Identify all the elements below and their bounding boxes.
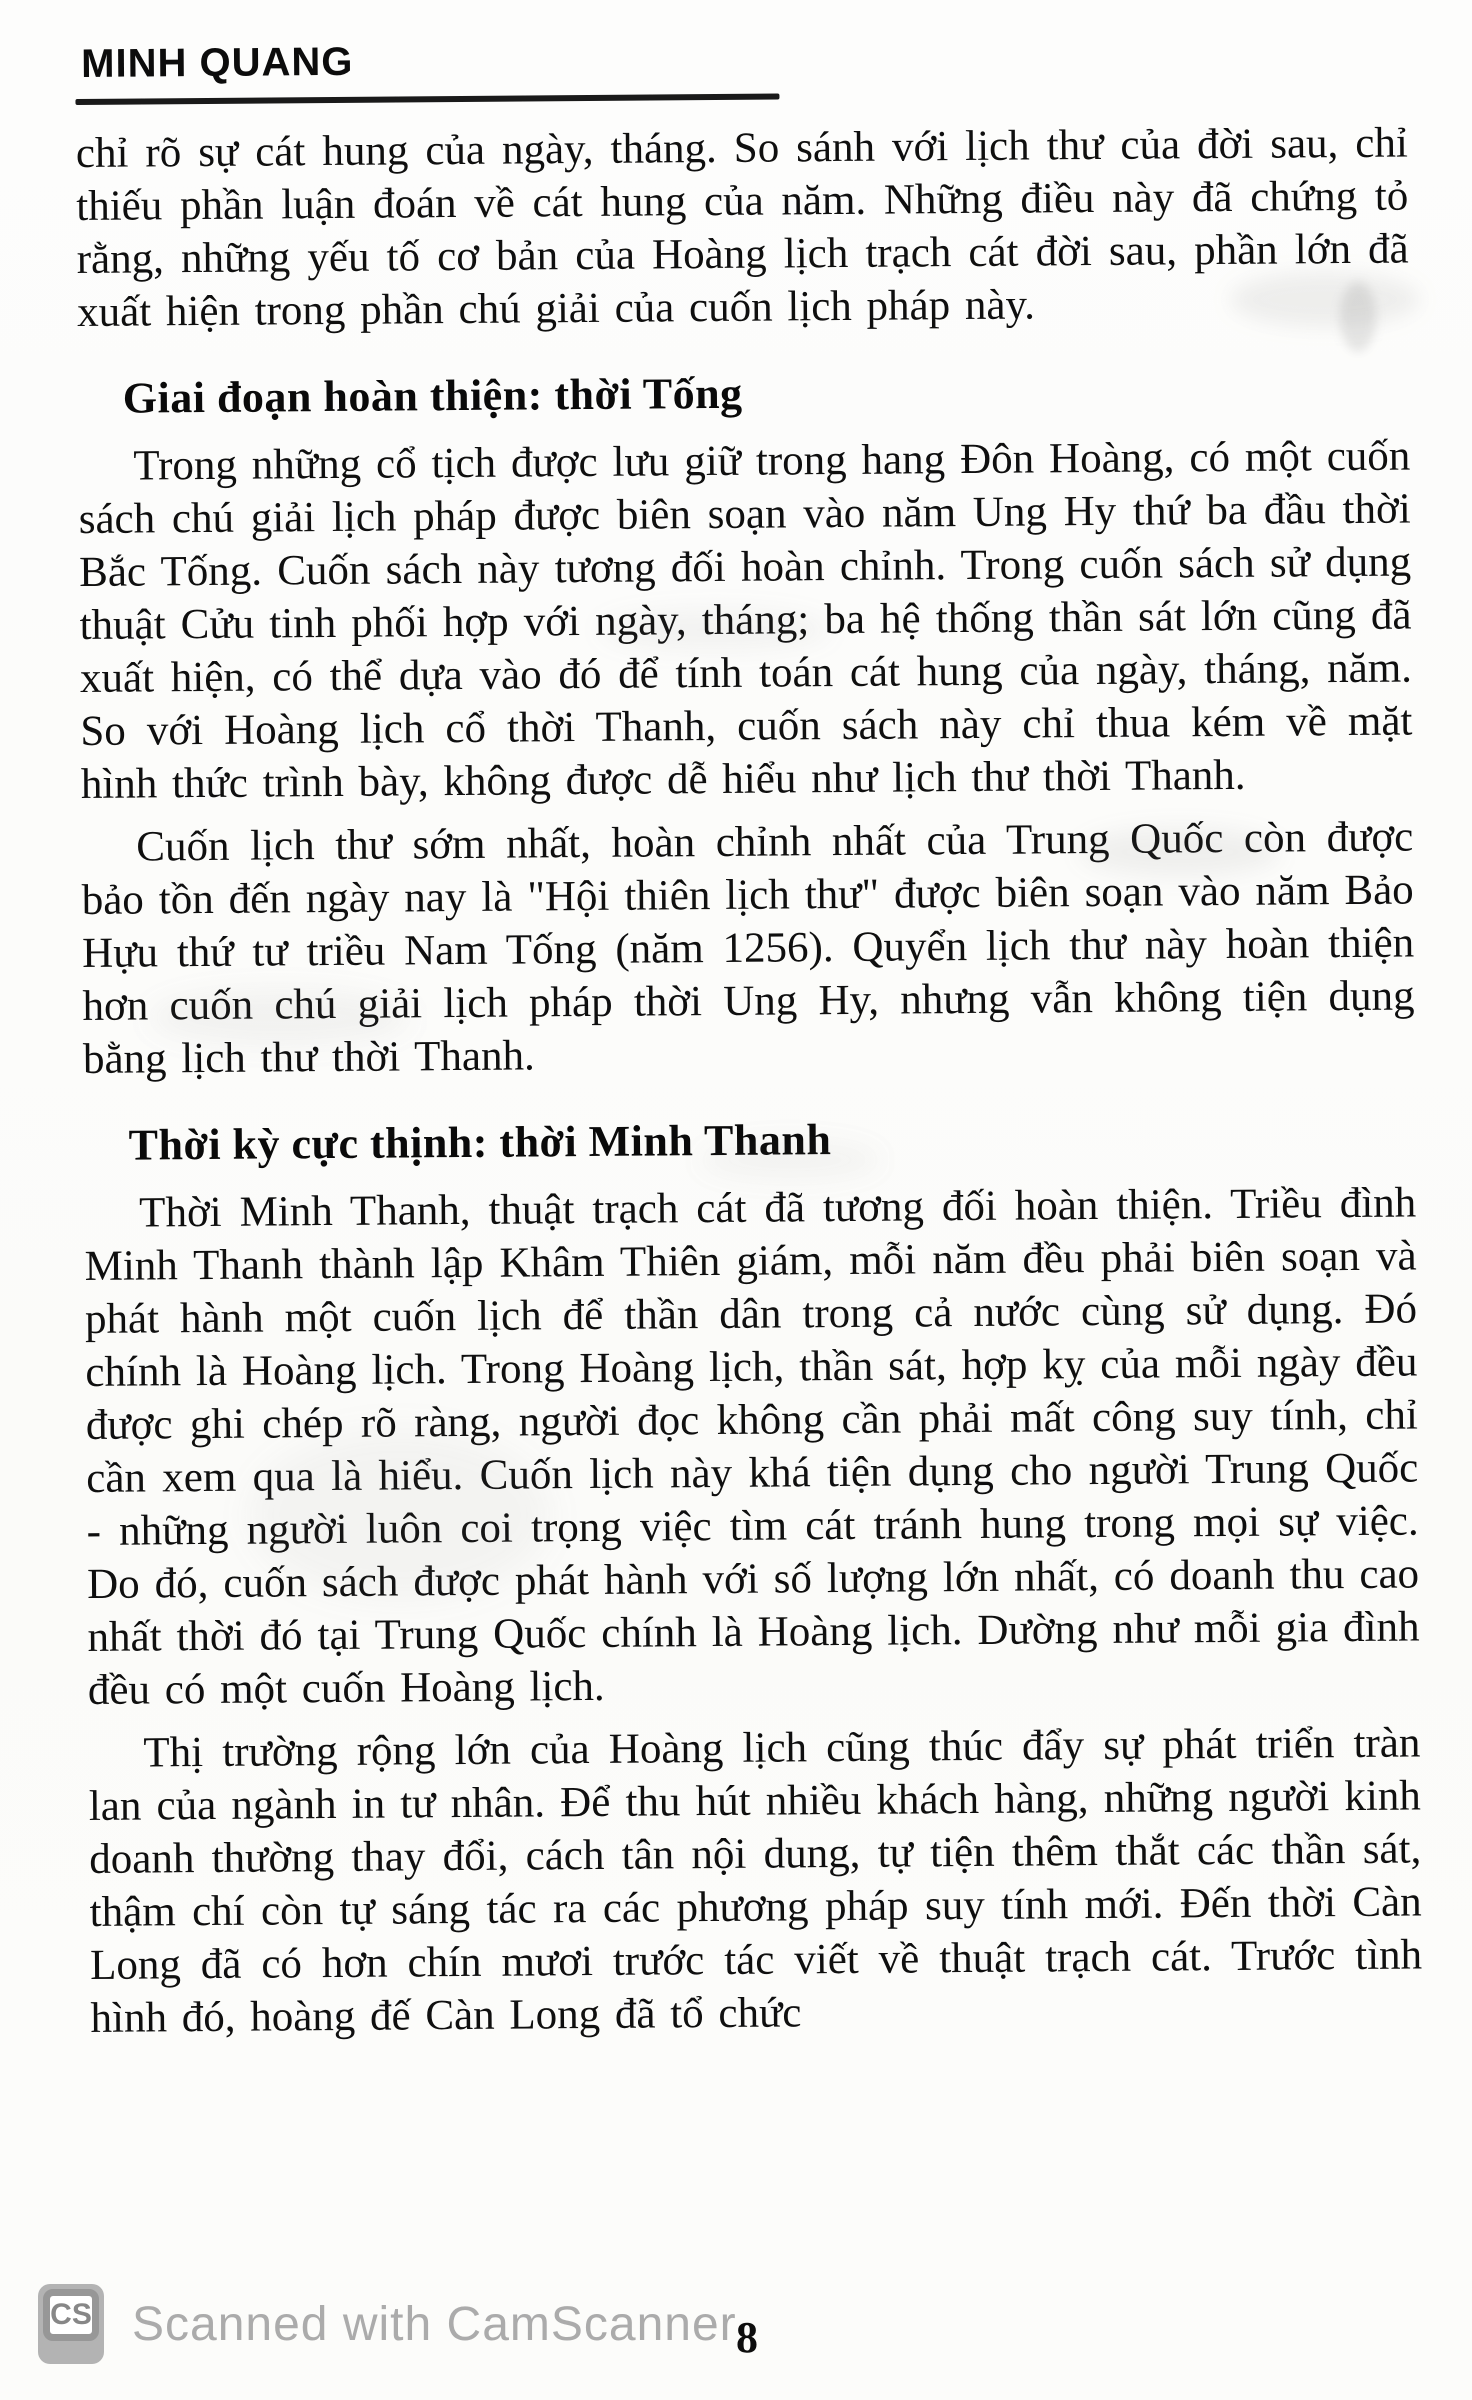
page-content — [75, 32, 1423, 2045]
paragraph: Trong những cổ tịch được lưu giữ trong hang Đôn Hoàng, có một cuốn sách chú giải lịch pháp được biên soạn vào năm Ung Hy thứ ba đầu thời Bắc Tống. Cuốn sách này tương đối hoàn chỉnh. Trong cuốn sách sử dụng thuật Cửu tinh phối hợp với ngày, tháng; ba hệ thống thần sát lớn cũng đã xuất hiện, có thể dựa vào đó để tính toán cát hung của ngày, tháng, năm. So với Hoàng lịch cổ thời Thanh, cuốn sách này chỉ thua kém về mặt hình thức trình bày, không được dễ hiểu như lịch thư thời Thanh. — [78, 432, 1413, 808]
paragraph: Cuốn lịch thư sớm nhất, hoàn chỉnh nhất của Trung Quốc còn được bảo tồn đến ngày nay là "Hội thiên lịch thư" được biên soạn vào năm Bảo Hựu thứ tư triều Nam Tống (năm 1256). Quyển lịch thư này hoàn thiện hơn cuốn chú giải lịch pháp thời Ung Hy, nhưng vẫn không tiện dụng bằng lịch thư thời Thanh. — [81, 813, 1415, 1083]
paragraph: Thời Minh Thanh, thuật trạch cát đã tương đối hoàn thiện. Triều đình Minh Thanh thành lập Khâm Thiên giám, mỗi năm đều phải biên soạn và phát hành một cuốn lịch để thần dân trong cả nước cùng sử dụng. Đó chính là Hoàng lịch. Trong Hoàng lịch, thần sát, hợp kỵ của mỗi ngày đều được ghi chép rõ ràng, người đọc không cần phải mất công suy tính, chỉ cần xem qua là hiểu. Cuốn lịch này khá tiện dụng cho người Trung Quốc - những người luôn coi trọng việc tìm cát tránh hung trong mọi sự việc. Do đó, cuốn sách được phát hành với số lượng lớn nhất, có doanh thu cao nhất thời đó tại Trung Quốc chính là Hoàng lịch. Dường như mỗi gia đình đều có một cuốn Hoàng lịch. — [84, 1179, 1420, 1714]
watermark-text: Scanned with CamScanner — [132, 2297, 737, 2351]
running-header: MINH QUANG — [80, 39, 354, 86]
page-number: 8 — [736, 2313, 758, 2362]
camscanner-watermark — [38, 2284, 737, 2364]
camscanner-logo-frame — [43, 2289, 99, 2341]
section-heading-minh-thanh: Thời kỳ cực thịnh: thời Minh Thanh — [128, 1115, 832, 1170]
section-heading-tong: Giai đoạn hoàn thiện: thời Tống — [122, 368, 743, 423]
camscanner-logo-letters: CS — [50, 2298, 92, 2331]
paragraph-continuation: chỉ rõ sự cát hung của ngày, tháng. So sánh với lịch thư của đời sau, chỉ thiếu phần luận đoán về cát hung của năm. Những điều này đã chứng tỏ rằng, những yếu tố cơ bản của Hoàng lịch trạch cát đời sau, phần lớn đã xuất hiện trong phần chú giải của cuốn lịch pháp này. — [75, 119, 1409, 336]
header-rule — [75, 93, 779, 105]
paragraph: Thị trường rộng lớn của Hoàng lịch cũng thúc đẩy sự phát triển tràn lan của ngành in tư nhân. Để thu hút nhiều khách hàng, những người kinh doanh thường thay đổi, cách tân nội dung, tự tiện thêm thắt các thần sát, thậm chí còn tự sáng tác ra các phương pháp suy tính mới. Đến thời Càn Long đã có hơn chín mươi trước tác viết về thuật trạch cát. Trước tình hình đó, hoàng đế Càn Long đã tổ chức — [88, 1719, 1423, 2042]
camscanner-logo-icon — [38, 2284, 104, 2364]
